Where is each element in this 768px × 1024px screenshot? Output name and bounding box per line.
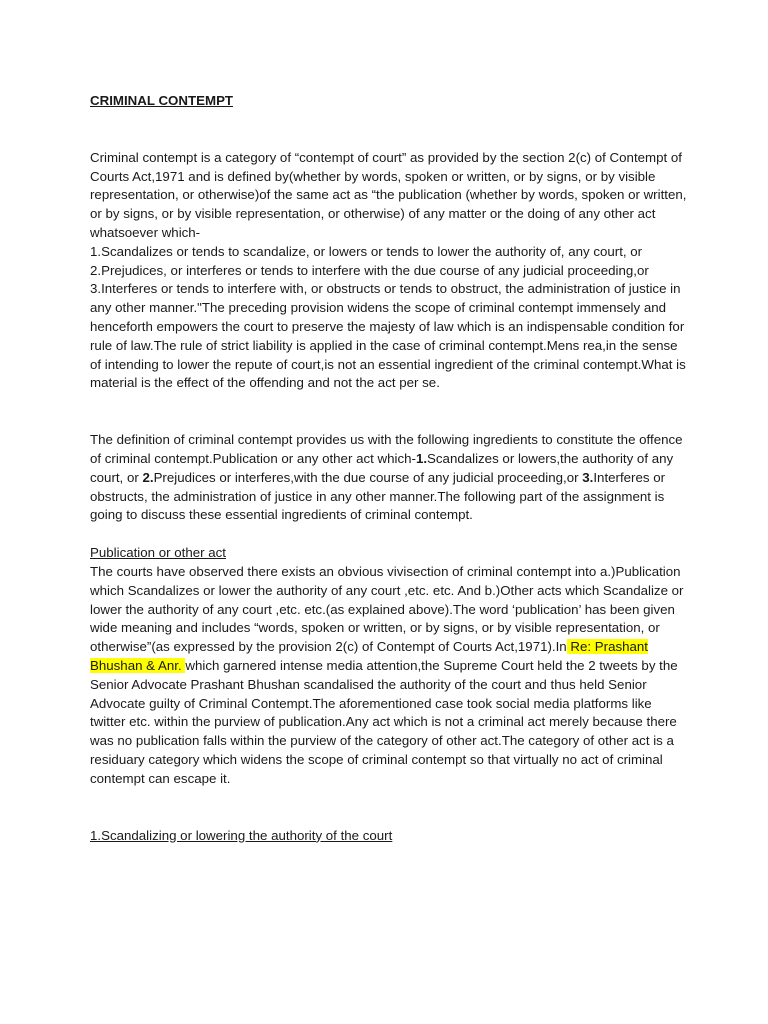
paragraph-definition: Criminal contempt is a category of “contempt of court” as provided by the section 2(c) of Contempt of Courts Act,1971 and is defined by(whether by words, spoken or written, or by signs, or by visible representation, or otherwise)of the same act as “the publication (whether by words, spoken or written, or by signs, or by visible representation, or otherwise) of any matter or the doing of any other act whatsoever which- <box>90 149 687 240</box>
paragraph-publication <box>90 563 690 789</box>
spacer <box>90 525 690 544</box>
bold-number-3: 3. <box>582 469 594 485</box>
spacer <box>90 393 690 431</box>
spacer <box>90 111 690 149</box>
bold-number-2: 2. <box>142 469 154 485</box>
list-item-1: 1.Scandalizes or tends to scandalize, or lowers or tends to lower the authority of, any court, or <box>90 243 643 259</box>
text-segment: Scandalizes or lowers,the authority of any court, or <box>90 450 674 485</box>
section-heading-publication: Publication or other act <box>90 545 227 561</box>
text-segment: The courts have observed there exists an obvious vivisection of criminal contempt into a.)Publication which Scandalizes or lower the authority of any court ,etc. etc. And b.)Other acts which Scandalize or lower the authority of any court ,etc. etc.(as explained above).The word ‘publication’ has been given wide meaning and includes “words, spoken or written, or by signs, or by visible representation, or otherwise”(as expressed by the provision 2(c) of Contempt of Courts Act,1971).In <box>90 563 684 655</box>
paragraph-ingredients <box>90 431 690 525</box>
document-title: CRIMINAL CONTEMPT <box>90 93 234 108</box>
highlighted-case-name: Re: Prashant Bhushan & Anr. <box>90 639 649 673</box>
list-item-3: 3.Interferes or tends to interfere with, or obstructs or tends to obstruct, the administration of justice in any other manner."The preceding provision widens the scope of criminal contempt immensely and henceforth empowers the court to preserve the majesty of law which is an indispensable condition for rule of law.The rule of strict liability is applied in the case of criminal contempt.Mens rea,in the sense of intending to lower the repute of court,is not an essential ingredient of the criminal contempt.What is material is the effect of the offending and not the act per se. <box>90 281 686 391</box>
bold-number-1: 1. <box>415 450 428 466</box>
text-segment: The definition of criminal contempt provides us with the following ingredients to constitute the offence of criminal contempt.Publication or any other act which- <box>90 432 683 466</box>
text-segment: Prejudices or interferes,with the due course of any judicial proceeding,or <box>153 469 583 485</box>
document-page <box>90 92 690 845</box>
text-segment: Interferes or obstructs, the administration of justice in any other manner.The following part of the assignment is going to discuss these essential ingredients of criminal contempt. <box>90 469 666 523</box>
spacer <box>90 789 690 827</box>
text-segment: which garnered intense media attention,the Supreme Court held the 2 tweets by the Senior Advocate Prashant Bhushan scandalised the authority of the court and thus held Senior Advocate guilty of Criminal Contempt.The aforementioned case took social media platforms like twitter etc. within the purview of publication.Any act which is not a criminal act merely because there was no publication falls within the purview of the category of other act.The category of other act is a residuary category which widens the scope of criminal contempt so that virtually no act of criminal contempt can escape it. <box>90 657 678 786</box>
list-item-2: 2.Prejudices, or interferes or tends to interfere with the due course of any judicial proceeding,or <box>90 262 649 278</box>
section-heading-scandalizing: 1.Scandalizing or lowering the authority of the court <box>90 827 393 843</box>
